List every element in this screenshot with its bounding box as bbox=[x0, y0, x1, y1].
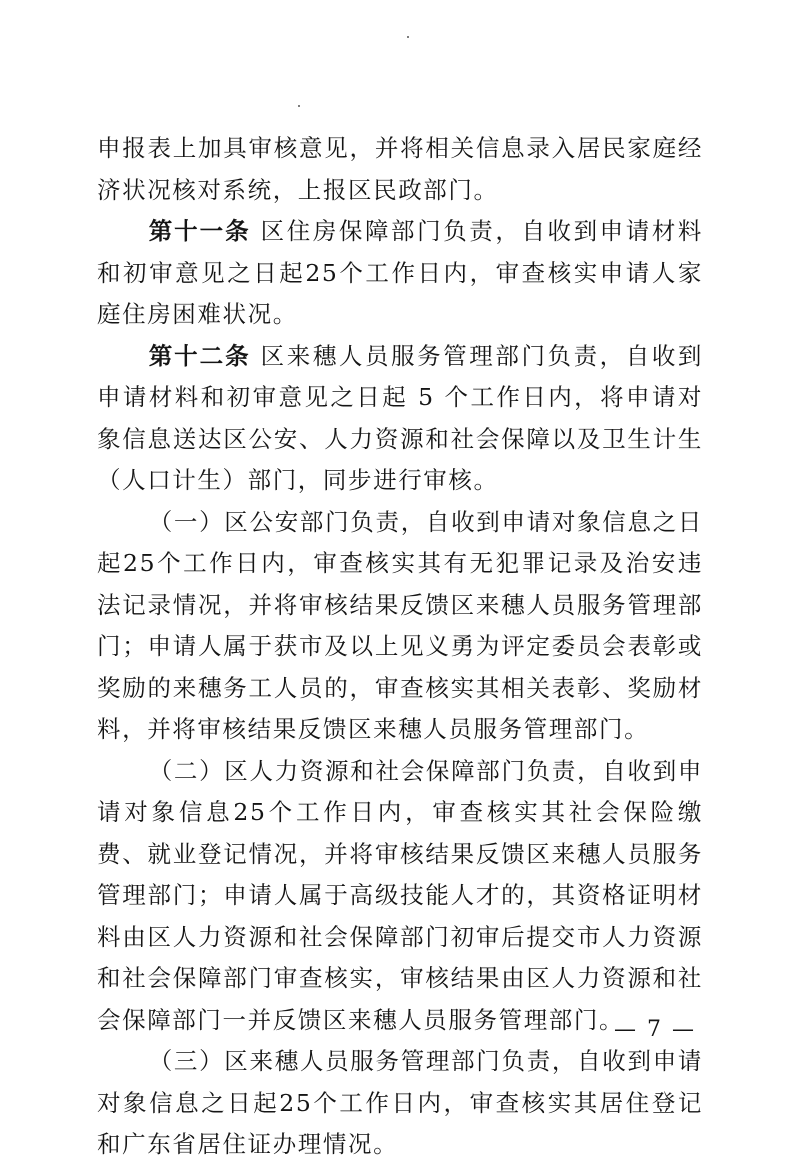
paragraph-item-2 bbox=[97, 751, 703, 1042]
article-number: 第十一条 bbox=[148, 217, 251, 245]
paragraph-text: 申报表上加具审核意见，并将相关信息录入居民家庭经济状况核对系统，上报区民政部门。 bbox=[97, 134, 703, 204]
paragraph-text: （一）区公安部门负责，自收到申请对象信息之日起25个工作日内，审查核实其有无犯罪记录及治安违法记录情况，并将审核结果反馈区来穗人员服务管理部门；申请人属于获市及以上见义勇为评定委员会表彰或奖励的来穗务工人员的，审查核实其相关表彰、奖励材料，并将审核结果反馈区来穗人员服务管理部门。 bbox=[97, 507, 703, 743]
paragraph-item-1 bbox=[97, 502, 703, 751]
paragraph-article-12 bbox=[97, 336, 703, 502]
paragraph-text: 区住房保障部门负责，自收到申请材料和初审意见之日起25个工作日内，审查核实申请人家庭住房困难状况。 bbox=[97, 217, 704, 328]
paragraph-text: （三）区来穗人员服务管理部门负责，自收到申请对象信息之日起25个工作日内，审查核实其居住登记和广东省居住证办理情况。 bbox=[97, 1047, 703, 1158]
paragraph-item-3 bbox=[97, 1041, 703, 1166]
document-body bbox=[97, 128, 703, 1166]
scan-speck bbox=[407, 36, 409, 38]
paragraph-continuation bbox=[97, 128, 703, 211]
paragraph-text: 区来穗人员服务管理部门负责，自收到申请材料和初审意见之日起 5 个工作日内，将申请对象信息送达区公安、人力资源和社会保障以及卫生计生（人口计生）部门，同步进行审核。 bbox=[97, 341, 704, 494]
paragraph-article-11 bbox=[97, 211, 703, 336]
article-number: 第十二条 bbox=[148, 341, 251, 370]
page-number: — 7 — bbox=[614, 1017, 696, 1042]
scan-speck bbox=[298, 105, 300, 107]
paragraph-text: （二）区人力资源和社会保障部门负责，自收到申请对象信息25个工作日内，审查核实其社会保险缴费、就业登记情况，并将审核结果反馈区来穗人员服务管理部门；申请人属于高级技能人才的，其资格证明材料由区人力资源和社会保障部门初审后提交市人力资源和社会保障部门审查核实，审核结果由区人力资源和社会保障部门一并反馈区来穗人员服务管理部门。 bbox=[97, 756, 703, 1034]
